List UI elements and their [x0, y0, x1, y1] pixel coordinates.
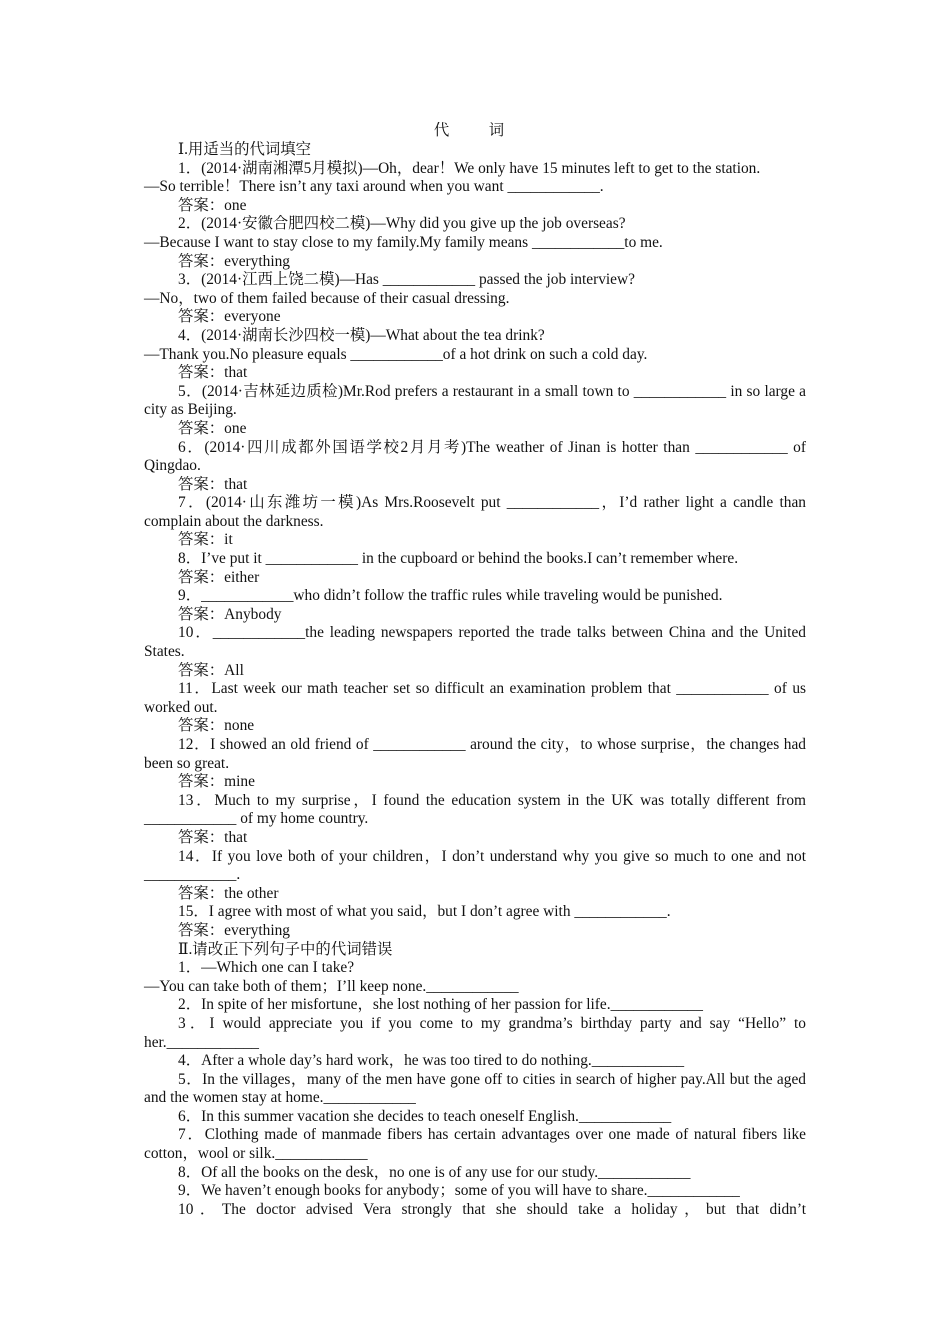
answer-6: 答案：that [178, 475, 248, 493]
correction-1: 1．—Which one can I take? [178, 959, 355, 977]
question-12: 12．I showed an old friend of ____________ around the city，to whose surprise，the changes had been so great. [144, 736, 806, 772]
answer-3: 答案：everyone [178, 308, 281, 326]
answer-14: 答案：the other [178, 884, 279, 902]
section-2-heading: Ⅱ.请改正下列句子中的代词错误 [178, 940, 393, 958]
answer-11: 答案：none [178, 717, 255, 735]
answer-12: 答案：mine [178, 773, 255, 791]
document-page [144, 122, 806, 1219]
question-5: 5．(2014·吉林延边质检)Mr.Rod prefers a restaurant in a small town to ____________ in so large a city as Beijing. [144, 382, 806, 419]
correction-8: 8．Of all the books on the desk，no one is of any use for our study.____________ [178, 1163, 691, 1181]
correction-4: 4．After a whole day’s hard work，he was too tired to do nothing.____________ [178, 1052, 685, 1070]
answer-9: 答案：Anybody [178, 605, 282, 623]
question-15: 15．I agree with most of what you said，but I don’t agree with ____________. [178, 903, 671, 921]
answer-2: 答案：everything [178, 252, 290, 270]
correction-5: 5．In the villages，many of the men have gone off to cities in search of higher pay.All but the aged and the women stay at home.____________ [144, 1070, 806, 1107]
answer-1: 答案：one [178, 196, 247, 214]
correction-7: 7．Clothing made of manmade fibers has certain advantages over one made of natural fibers like cotton，wool or silk.____________ [144, 1126, 806, 1163]
answer-8: 答案：either [178, 568, 260, 586]
question-4: 4．(2014·湖南长沙四校一模)—What about the tea drink? [178, 326, 545, 344]
question-11: 11．Last week our math teacher set so difficult an examination problem that ____________ of us worked out. [144, 680, 806, 716]
correction-1-reply: —You can take both of them；I’ll keep none.____________ [144, 977, 519, 995]
question-4-reply: —Thank you.No pleasure equals ____________of a hot drink on such a cold day. [144, 345, 648, 363]
correction-9: 9．We haven’t enough books for anybody；some of you will have to share.____________ [178, 1182, 740, 1200]
correction-6: 6．In this summer vacation she decides to teach oneself English.____________ [178, 1107, 672, 1125]
page-title: 代 词 [433, 122, 517, 139]
question-7: 7．(2014·山东潍坊一模)As Mrs.Roosevelt put ____________，I’d rather light a candle than complain about the darkness. [144, 494, 806, 530]
correction-2: 2．In spite of her misfortune，she lost nothing of her passion for life.____________ [178, 996, 703, 1014]
question-9: 9．____________who didn’t follow the traffic rules while traveling would be punished. [178, 587, 723, 605]
question-3-reply: —No，two of them failed because of their casual dressing. [144, 289, 510, 307]
question-2-reply: —Because I want to stay close to my family.My family means ____________to me. [144, 233, 663, 251]
question-3: 3．(2014·江西上饶二模)—Has ____________ passed the job interview? [178, 271, 635, 289]
answer-10: 答案：All [178, 661, 244, 679]
section-2-items [144, 959, 806, 1219]
answer-15: 答案：everything [178, 921, 290, 939]
question-14: 14．If you love both of your children，I don’t understand why you give so much to one and not ____________. [144, 847, 806, 884]
question-1-reply: —So terrible！There isn’t any taxi around when you want ____________. [144, 178, 604, 196]
question-1: 1．(2014·湖南湘潭5月模拟)—Oh，dear！We only have 15 minutes left to get to the station. [178, 159, 761, 177]
section-1-items [144, 160, 806, 941]
answer-5: 答案：one [178, 419, 247, 437]
correction-10: 10．The doctor advised Vera strongly that she should take a holiday，but that didn’t [178, 1200, 806, 1218]
question-10: 10．____________the leading newspapers reported the trade talks between China and the United States. [144, 624, 806, 661]
question-6: 6．(2014·四川成都外国语学校2月月考)The weather of Jinan is hotter than ____________ of Qingdao. [144, 438, 806, 475]
correction-3: 3．I would appreciate you if you come to my grandma’s birthday party and say “Hello” to her.____________ [144, 1014, 806, 1051]
question-8: 8．I’ve put it ____________ in the cupboard or behind the books.I can’t remember where. [178, 550, 739, 568]
answer-13: 答案：that [178, 828, 248, 846]
question-13: 13．Much to my surprise，I found the education system in the UK was totally different from ____________ of my home country. [144, 791, 806, 828]
section-1-heading: Ⅰ.用适当的代词填空 [178, 141, 312, 158]
answer-7: 答案：it [178, 531, 233, 549]
answer-4: 答案：that [178, 364, 248, 382]
question-2: 2．(2014·安徽合肥四校二模)—Why did you give up the job overseas? [178, 215, 626, 233]
